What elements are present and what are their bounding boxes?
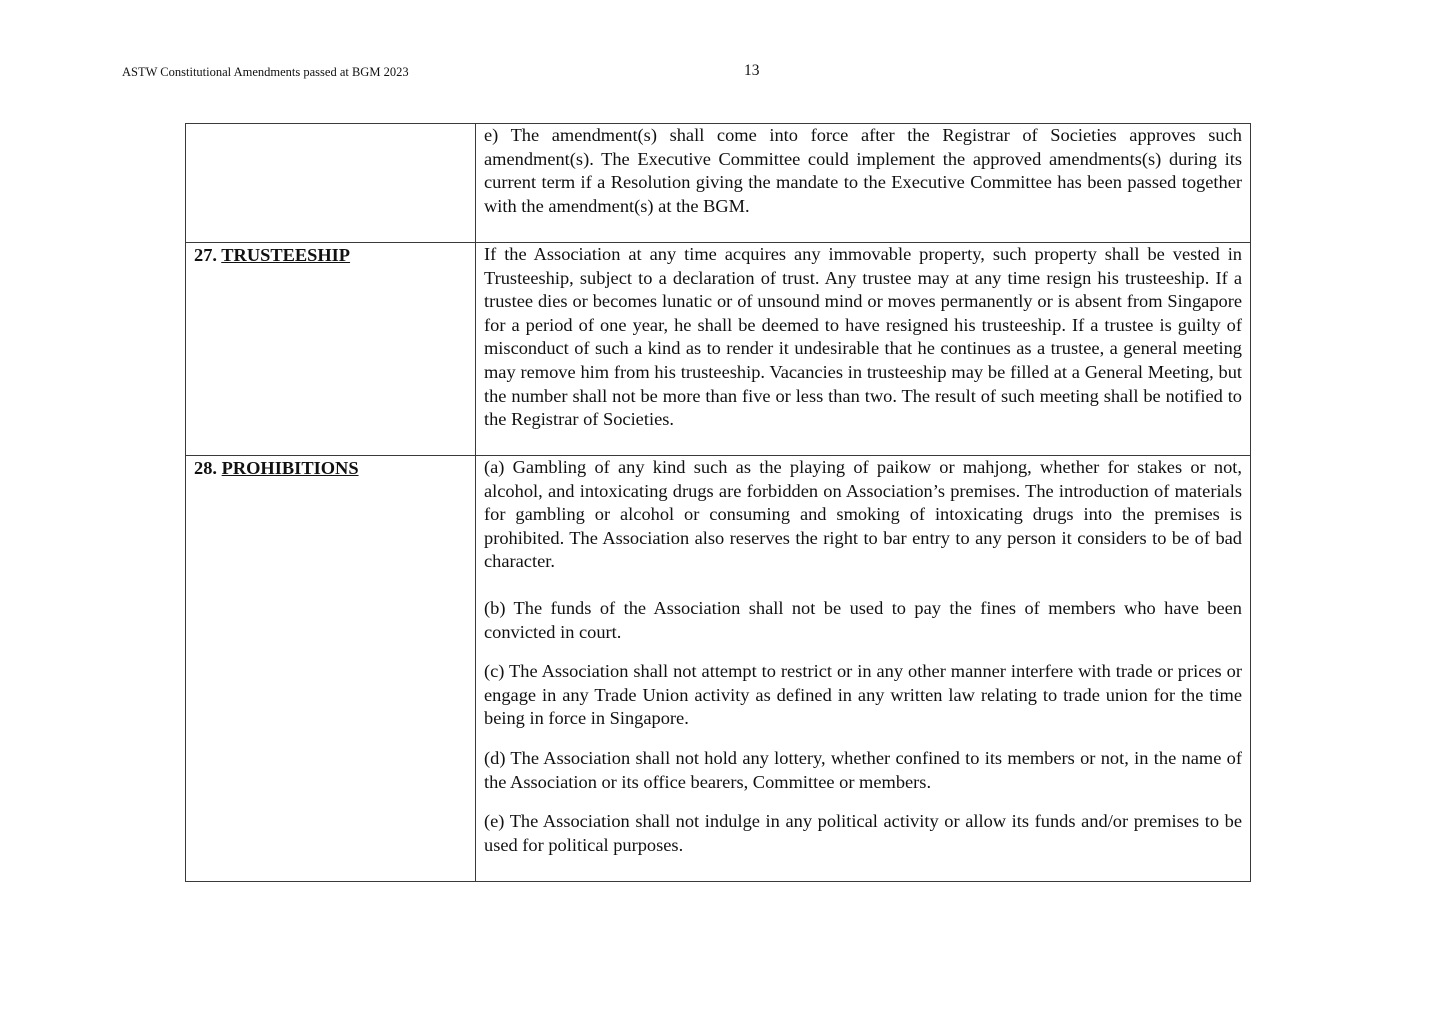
section-title-prohibitions: [186, 457, 475, 481]
section-title-cell: [186, 456, 476, 882]
prohibition-paragraph-d: (d) The Association shall not hold any lottery, whether confined to its members or not, in the name of the Association or its office bearers, Committee or members.: [484, 747, 1242, 792]
prohibition-paragraph-c: (c) The Association shall not attempt to restrict or in any other manner interfere with trade or prices or engage in any Trade Union activity as defined in any written law relating to trade union for the time being in force in Singapore.: [484, 661, 1242, 729]
section-title-trusteeship: [186, 244, 475, 268]
amendment-paragraph-e: e) The amendment(s) shall come into force after the Registrar of Societies approves such amendment(s). The Executive Committee could implement the approved amendments(s) during its current term if a Resolution giving the mandate to the Executive Committee has been passed together with the amendment(s) at the BGM.: [484, 125, 1242, 216]
section-title-cell: [186, 124, 476, 243]
document-header-title: ASTW Constitutional Amendments passed at BGM 2023: [122, 65, 409, 79]
section-content-cell: [476, 243, 1251, 456]
constitution-table: [185, 123, 1251, 882]
trusteeship-paragraph: If the Association at any time acquires any immovable property, such property shall be vested in Trusteeship, subject to a declaration of trust. Any trustee may at any time resign his trusteeship. If a trustee dies or becomes lunatic or of unsound mind or moves permanently or is absent from Singapore for a period of one year, he shall be deemed to have resigned his trusteeship. If a trustee is guilty of misconduct of such a kind as to render it undesirable that he continues as a trustee, a general meeting may remove him from his trusteeship. Vacancies in trusteeship may be filled at a General Meeting, but the number shall not be more than five or less than two. The result of such meeting shall be notified to the Registrar of Societies.: [484, 244, 1242, 430]
section-number: 27.: [194, 245, 217, 265]
table-row: [186, 124, 1251, 243]
section-heading: TRUSTEESHIP: [221, 245, 351, 265]
section-heading: PROHIBITIONS: [221, 458, 359, 478]
table-row: [186, 456, 1251, 882]
section-content-cell: [476, 456, 1251, 882]
page-number: 13: [744, 62, 760, 79]
prohibition-paragraph-e: (e) The Association shall not indulge in any political activity or allow its funds and/or premises to be used for political purposes.: [484, 811, 1242, 855]
section-content-cell: [476, 124, 1251, 243]
prohibition-paragraph-b: (b) The funds of the Association shall not be used to pay the fines of members who have been convicted in court.: [484, 597, 1242, 642]
prohibition-paragraph-a: (a) Gambling of any kind such as the playing of paikow or mahjong, whether for stakes or not, alcohol, and intoxicating drugs are forbidden on Association’s premises. The introduction of materials for gambling or alcohol or consuming and smoking of intoxicating drugs into the premises is prohibited. The Association also reserves the right to bar entry to any person it considers to be of bad character.: [484, 457, 1242, 572]
table-row: [186, 243, 1251, 456]
section-title-cell: [186, 243, 476, 456]
section-number: 28.: [194, 458, 217, 478]
